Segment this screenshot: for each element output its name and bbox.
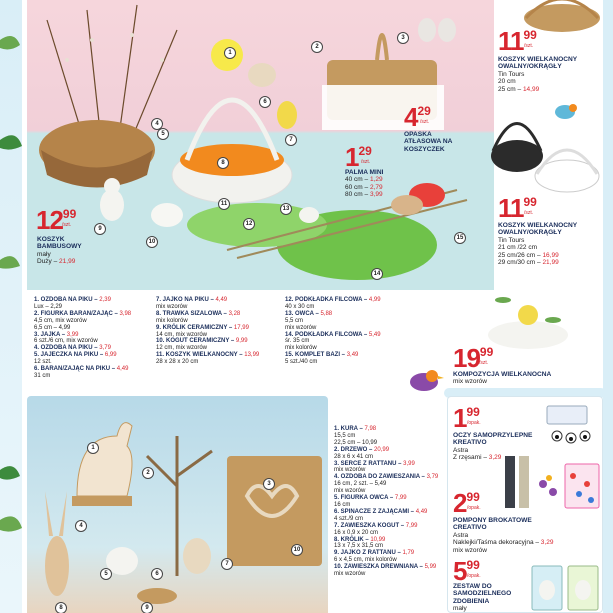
- list-item-title: 6. BARAN/ZAJĄC NA PIKU –: [34, 366, 117, 373]
- list-item-price: 2,39: [99, 297, 111, 303]
- list-item-detail: 16 cm, 2 szt. – 5,49: [334, 481, 387, 488]
- list-item-detail: Lux – 2,29: [34, 303, 63, 310]
- product-list-col3: [285, 297, 409, 366]
- diy-kit-icon: [530, 562, 602, 612]
- list-item: [156, 352, 282, 366]
- marker-13: 13: [280, 203, 292, 215]
- price-koszyk-bambusowy: $12^{99}$ /szt.: [36, 205, 77, 235]
- leaf-decoration-icon: [0, 0, 22, 613]
- list-item: [285, 352, 409, 366]
- product-list-col2: [156, 297, 282, 366]
- list-item: [334, 474, 442, 495]
- list-item: [334, 523, 442, 537]
- list-item-title: 15. KOMPLET BAZI –: [285, 352, 347, 359]
- list-item-price: 3,99: [403, 460, 415, 467]
- marker-b6: 6: [151, 568, 163, 580]
- left-decor-strip: [0, 0, 22, 613]
- list-item-title: 5. FIGURKA OWCA –: [334, 495, 395, 502]
- marker-2: 2: [311, 41, 323, 53]
- list-item-price: 4,49: [116, 366, 129, 373]
- baskets-image-icon: [487, 96, 607, 196]
- list-item: [156, 311, 282, 325]
- list-item-title: 4. OZDOBA NA PIKU –: [34, 345, 100, 352]
- list-item-title: 14. PODKŁADKA FILCOWA –: [285, 331, 369, 338]
- marker-b2: 2: [142, 467, 154, 479]
- googly-eyes-icon: [545, 404, 601, 454]
- marker-b8: 8: [55, 602, 67, 613]
- list-item-title: 9. KRÓLIK CERAMICZNY –: [156, 324, 234, 331]
- wooden-decor-illustration: [27, 396, 328, 613]
- list-item-detail: 16 x 0,9 x 20 cm: [334, 529, 379, 536]
- marker-8: 8: [217, 157, 229, 169]
- list-item: [156, 325, 282, 339]
- label-opaska: OPASKA ATŁASOWA NA KOSZYCZEK: [404, 131, 453, 153]
- list-item-title: 12. PODKŁADKA FILCOWA –: [285, 297, 369, 303]
- list-item-title: 8. KRÓLIK –: [334, 536, 371, 543]
- list-item-price: 4,99: [368, 297, 381, 303]
- list-item-title: 10. ZAWIESZKA DREWNIANA –: [334, 564, 425, 571]
- marker-12: 12: [243, 218, 255, 230]
- list-item-title: 2. DRZEWO –: [334, 446, 375, 453]
- wooden-decor-photo: [27, 396, 328, 613]
- list-item: [334, 537, 442, 551]
- label-zestaw: ZESTAW DO SAMODZIELNEGO ZDOBIENIA mały: [453, 583, 512, 613]
- list-item-detail: 4,5 cm, mix wzorów: [34, 317, 87, 324]
- label-pompony: POMPONY BROKATOWE CREATIVO Astra Naklejki/Taśma dekoracyjna – 3,29 mix wzorów: [453, 517, 554, 554]
- price-koszyk-owalny-1: $11^{99}$ /szt.: [498, 26, 537, 56]
- marker-b5: 5: [100, 568, 112, 580]
- list-item-detail: 14 cm, mix wzorów: [156, 331, 208, 338]
- list-item-detail: mix kolorów: [285, 345, 317, 352]
- list-item-detail: mix kolorów: [156, 317, 188, 324]
- list-item-title: 3. SERCE Z RATTANU –: [334, 460, 404, 467]
- list-item-title: 2. FIGURKA BARAN/ZAJĄC –: [34, 310, 120, 317]
- list-item-title: 9. JAJKO Z RATTANU –: [334, 550, 403, 557]
- list-item: [334, 509, 442, 523]
- list-item-price: 3,79: [426, 474, 439, 481]
- list-item-detail: 6,5 cm – 4,99: [34, 324, 71, 331]
- list-item-price: 3,99: [66, 331, 79, 338]
- list-item-detail: śr. 35 cm: [285, 338, 310, 345]
- list-item-detail: 31 cm: [34, 372, 51, 379]
- list-item-detail: 16 cm: [334, 501, 351, 508]
- list-item-title: 8. TRAWKA SIZALOWA –: [156, 310, 229, 317]
- list-item-detail: 22,5 cm – 10,99: [334, 439, 378, 446]
- price-pompony: $2^{99}$ /opak.: [453, 488, 481, 518]
- price-palma-mini: $1^{29}$ /szt.: [345, 142, 372, 172]
- marker-10: 10: [146, 236, 158, 248]
- list-item-price: 5,99: [424, 564, 437, 571]
- list-item-detail: 40 x 30 cm: [285, 303, 315, 310]
- label-koszyk-bambusowy: KOSZYK BAMBUSOWY mały Duży – 21,99: [37, 236, 82, 266]
- list-item: [34, 352, 152, 366]
- list-item: [285, 311, 409, 332]
- list-item: [34, 311, 152, 332]
- marker-9: 9: [94, 223, 106, 235]
- list-item-title: 11. KOSZYK WIELKANOCNY –: [156, 352, 245, 359]
- list-item-title: 7. ZAWIESZKA KOGUT –: [334, 522, 406, 529]
- list-item-title: 5. JAJECZKA NA PIKU –: [34, 352, 105, 359]
- list-item-detail: 5,5 cm: [285, 317, 304, 324]
- marker-b4: 4: [75, 520, 87, 532]
- list-item: [34, 345, 152, 352]
- list-item-title: 6. SPINACZE Z ZAJĄCAMI –: [334, 508, 416, 515]
- marker-4: 4: [151, 118, 163, 130]
- list-item-price: 9,99: [235, 338, 248, 345]
- list-item-detail: 4 szt./9 cm: [334, 515, 364, 522]
- label-palma-mini: PALMA MINI 40 cm – 1,29 60 cm – 2,79 80 cm – 3,99: [345, 169, 384, 199]
- list-item-detail: 13 x 7,5 x 31,5 cm: [334, 543, 384, 550]
- list-item-detail: 15,5 cm: [334, 432, 356, 439]
- bird-icon: [400, 366, 444, 396]
- list-item-detail: 28 x 28 x 20 cm: [156, 359, 199, 366]
- list-item-detail: 5 szt./40 cm: [285, 359, 318, 366]
- list-item-price: 20,99: [374, 446, 390, 453]
- basket-image-icon: [520, 0, 603, 40]
- list-item-detail: 6 szt./6 cm, mix wzorów: [34, 338, 98, 345]
- list-item-price: 4,49: [215, 297, 228, 303]
- list-item-title: 7. JAJKO NA PIKU –: [156, 297, 216, 303]
- list-item-price: 7,99: [394, 495, 407, 502]
- marker-b3: 3: [263, 478, 275, 490]
- list-item: [156, 338, 282, 352]
- list-item-price: 1,79: [402, 550, 415, 557]
- ribbon-and-stickers-icon: [503, 454, 603, 512]
- list-item-title: 1. OZDOBA NA PIKU –: [34, 297, 100, 303]
- list-item-price: 5,88: [320, 310, 333, 317]
- list-item: [334, 550, 442, 564]
- price-opaska: $4^{29}$ /szt.: [404, 102, 431, 132]
- price-oczy: $1^{99}$ /opak.: [453, 403, 481, 433]
- product-list-col4: [334, 426, 442, 578]
- list-item: [34, 366, 152, 380]
- list-item-detail: mix wzorów: [334, 488, 366, 495]
- list-item: [285, 332, 409, 353]
- list-item-detail: 12 cm, mix wzorów: [156, 345, 208, 352]
- list-item-title: 10. KOGUT CERAMICZNY –: [156, 338, 236, 345]
- marker-7: 7: [285, 134, 297, 146]
- list-item-detail: mix wzorów: [156, 303, 188, 310]
- list-item-price: 5,49: [368, 331, 381, 338]
- label-oczy: OCZY SAMOPRZYLEPNE KREATIVO Astra Z rzęsami – 3,29: [453, 432, 533, 462]
- marker-1: 1: [224, 47, 236, 59]
- marker-14: 14: [371, 268, 383, 280]
- panel-header-strip: [444, 385, 606, 395]
- label-kompozycja: KOMPOZYCJA WIELKANOCNA mix wzorów: [453, 371, 552, 386]
- label-koszyk-owalny-1: KOSZYK WIELKANOCNY OWALNY/OKRĄGŁY Tin Tours 20 cm 25 cm – 14,99: [498, 56, 578, 93]
- list-item: [334, 461, 442, 475]
- product-list-col1: [34, 297, 152, 380]
- marker-6: 6: [259, 96, 271, 108]
- list-item-price: 6,99: [104, 352, 117, 359]
- list-item-detail: mix wzorów: [334, 571, 366, 578]
- list-item: [156, 297, 282, 311]
- list-item: [334, 447, 442, 461]
- marker-b9: 9: [141, 602, 153, 613]
- list-item-detail: 12 szt.: [34, 359, 52, 366]
- list-item-detail: 28 x 6 x 41 cm: [334, 453, 374, 460]
- list-item-price: 7,98: [364, 426, 377, 432]
- marker-b1: 1: [87, 442, 99, 454]
- price-kompozycja: $19^{99}$ /szt.: [453, 343, 494, 373]
- list-item-price: 3,49: [346, 352, 359, 359]
- list-item: [334, 495, 442, 509]
- marker-b7: 7: [221, 558, 233, 570]
- list-item-price: 3,79: [99, 345, 111, 352]
- list-item-title: 1. KURA –: [334, 426, 365, 432]
- list-item: [334, 426, 442, 447]
- list-item-price: 7,99: [405, 522, 418, 529]
- list-item-price: 4,49: [415, 508, 428, 515]
- price-koszyk-owalny-2: $11^{99}$ /szt.: [498, 193, 537, 223]
- list-item-title: 3. JAJKA –: [34, 331, 67, 338]
- list-item: [34, 332, 152, 346]
- list-item-title: 13. OWCA –: [285, 310, 321, 317]
- list-item-detail: 6 x 4,5 cm, mix kolorów: [334, 557, 397, 564]
- marker-5: 5: [157, 128, 169, 140]
- list-item: [334, 564, 442, 578]
- list-item-detail: mix wzorów: [285, 324, 317, 331]
- list-item-price: 3,98: [119, 310, 132, 317]
- list-item-title: 4. OZDOBA DO ZAWIESZANIA –: [334, 474, 427, 481]
- list-item-price: 17,99: [233, 324, 249, 331]
- marker-15: 15: [454, 232, 466, 244]
- list-item: [285, 297, 409, 311]
- list-item: [34, 297, 152, 311]
- list-item-detail: mix wzorów: [334, 467, 366, 474]
- marker-11: 11: [218, 198, 230, 210]
- label-koszyk-owalny-2: KOSZYK WIELKANOCNY OWALNY/OKRĄGŁY Tin Tours 21 cm /22 cm 25 cm/26 cm – 16,99 29 cm/30 cm – 21,99: [498, 222, 578, 267]
- marker-3: 3: [397, 32, 409, 44]
- list-item-price: 10,99: [370, 536, 386, 543]
- list-item-price: 13,99: [244, 352, 260, 359]
- price-zestaw: $5^{99}$ /opak.: [453, 556, 481, 586]
- list-item-price: 3,28: [228, 310, 241, 317]
- marker-b10: 10: [291, 544, 303, 556]
